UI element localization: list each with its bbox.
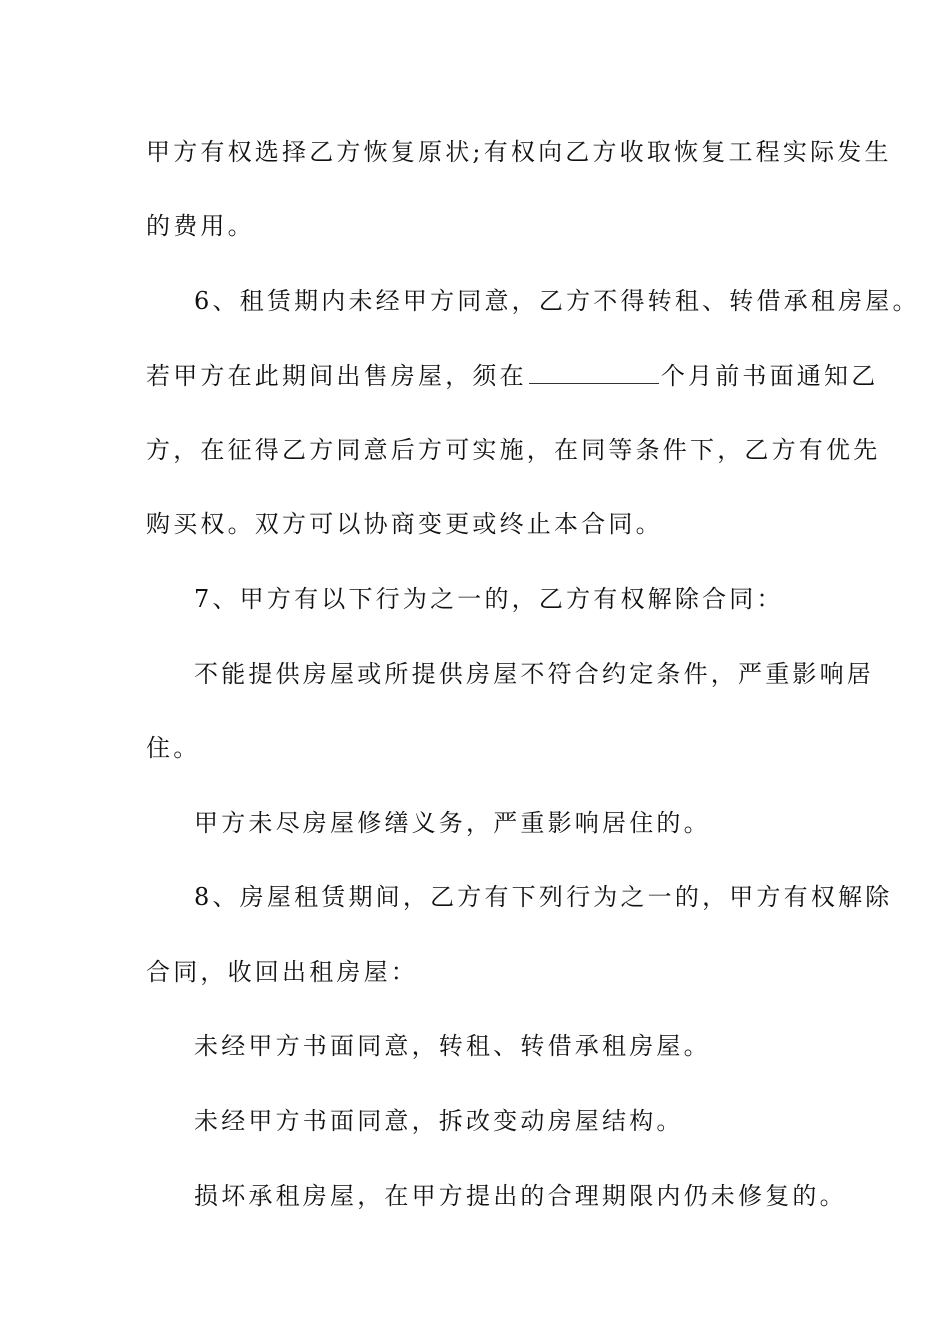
paragraph-line: 方，在征得乙方同意后方可实施，在同等条件下，乙方有优先 bbox=[146, 436, 881, 464]
paragraph-line: 未经甲方书面同意，转租、转借承租房屋。 bbox=[194, 1032, 711, 1060]
paragraph-line: 的费用。 bbox=[146, 212, 255, 240]
fill-in-blank bbox=[529, 363, 659, 384]
text-after-blank: 个月前书面通知乙 bbox=[660, 362, 879, 390]
clause-6-line: 6、租赁期内未经甲方同意，乙方不得转租、转借承租房屋。 bbox=[194, 287, 920, 315]
clause-8-line: 8、房屋租赁期间，乙方有下列行为之一的，甲方有权解除 bbox=[194, 883, 893, 911]
paragraph-line: 甲方未尽房屋修缮义务，严重影响居住的。 bbox=[194, 809, 711, 837]
text-before-blank: 若甲方在此期间出售房屋，须在 bbox=[146, 362, 527, 390]
paragraph-line: 不能提供房屋或所提供房屋不符合约定条件，严重影响居 bbox=[194, 660, 874, 688]
paragraph-line: 甲方有权选择乙方恢复原状;有权向乙方收取恢复工程实际发生 bbox=[146, 138, 892, 166]
paragraph-line: 购买权。双方可以协商变更或终止本合同。 bbox=[146, 510, 663, 538]
paragraph-line: 损坏承租房屋，在甲方提出的合理期限内仍未修复的。 bbox=[194, 1182, 847, 1210]
clause-7-line: 7、甲方有以下行为之一的，乙方有权解除合同： bbox=[194, 585, 784, 613]
paragraph-line-with-blank bbox=[146, 361, 879, 391]
paragraph-line: 合同，收回出租房屋： bbox=[146, 958, 418, 986]
paragraph-line: 未经甲方书面同意，拆改变动房屋结构。 bbox=[194, 1107, 684, 1135]
paragraph-line: 住。 bbox=[146, 734, 201, 762]
